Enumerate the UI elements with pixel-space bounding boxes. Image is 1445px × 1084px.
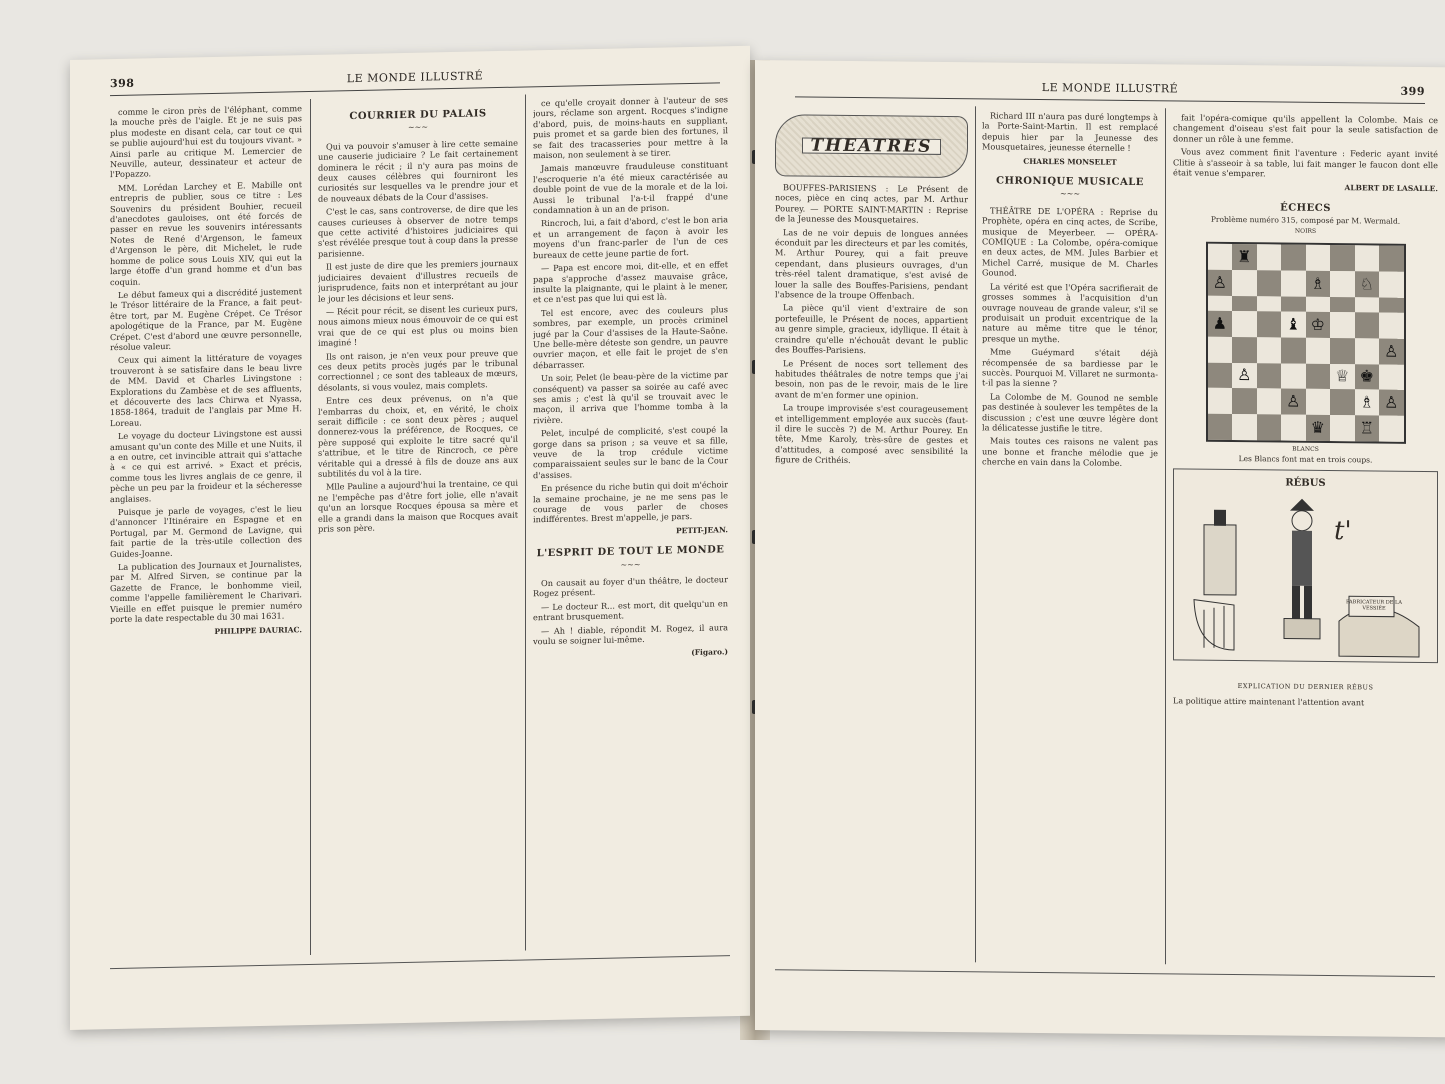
chess-square: [1355, 312, 1380, 338]
chess-board: [1206, 242, 1406, 444]
column-rule: [975, 106, 976, 962]
paragraph: Mais toutes ces raisons ne valent pas une bonne et franche mélodie que je cherche en vain dans la Colombe.: [982, 435, 1158, 469]
chess-square: [1379, 416, 1404, 442]
chess-square: [1281, 337, 1306, 363]
chess-square: [1379, 271, 1404, 297]
newspaper-spread: [40, 60, 1440, 1020]
chess-piece-square: ♙: [1208, 270, 1233, 296]
right-page: [755, 60, 1445, 1037]
paragraph: Pelet, inculpé de complicité, s'est coupé la gorge dans sa prison ; sa veuve et sa fille, veuve de la trop crédule victime comparaissaient seules sur le banc de la Cour d'assises.: [533, 424, 728, 481]
chess-square: [1330, 312, 1355, 338]
rebus-explanation-title: EXPLICATION DU DERNIER RÉBUS: [1237, 681, 1374, 692]
paragraph: La Colombe de M. Gounod ne semble pas destinée à soulever les tempêtes de la discussion ; c'est une œuvre légère dont la délicatesse justifie le titre.: [982, 391, 1158, 434]
chess-square: [1379, 364, 1404, 390]
chess-square: [1379, 297, 1404, 313]
rebus-illustration: [1173, 468, 1438, 663]
chess-square: [1232, 337, 1257, 363]
chess-square: [1330, 338, 1355, 364]
paragraph: Mme Guéymard s'était déjà récompensée de sa bardiesse par le succès. Pourquoi M. Villaret ne surmonta-t-il pas la sienne ?: [982, 346, 1158, 389]
paragraph: — Récit pour récit, se disent les curieux purs, nous aimons mieux nous émouvoir de ce qui est vrai que de ce qui est plus ou moins bien imaginé !: [318, 302, 518, 348]
page-title: LE MONDE ILLUSTRÉ: [346, 69, 484, 86]
column-theatres: [775, 108, 968, 942]
chess-problem-label: Problème numéro 315, composé par M. Wermald.: [1210, 215, 1401, 227]
chess-square: [1232, 311, 1257, 337]
column-rule: [525, 94, 526, 950]
chess-square: [1330, 245, 1355, 271]
source-credit: (Figaro.): [691, 646, 728, 657]
chess-square: [1281, 363, 1306, 389]
column-chronique-musicale: [982, 110, 1158, 944]
chess-square: [1281, 415, 1306, 441]
section-title: ÉCHECS: [1280, 202, 1331, 214]
chess-square: [1355, 338, 1380, 364]
paragraph: Qui va pouvoir s'amuser à lire cette semaine une causerie judiciaire ? Le fait certainement dominera le récit ; il n'y aura pas moins de deux causes célèbres qui fourniront les curiosités sur lesquelles va le prendre jour et de nouveaux débats de la Cour d'assises.: [318, 137, 518, 204]
chess-square: [1379, 246, 1404, 272]
page-header: [110, 64, 720, 96]
chess-square: [1208, 337, 1233, 363]
chess-piece-square: ♟: [1208, 311, 1233, 337]
author-signature: CHARLES MONSELET: [1023, 156, 1117, 167]
paragraph: Tel est encore, avec des couleurs plus sombres, par exemple, un procès criminel jugé par la Cour d'assises de la Haute-Saône. Une belle-mère déteste son gendre, un pauvre ouvrier maçon, et elle fait le projet de s'en débarrasser.: [533, 303, 728, 371]
chess-piece-square: ♜: [1232, 244, 1257, 270]
chess-square: [1330, 271, 1355, 297]
page-number: 399: [1400, 84, 1425, 99]
paragraph: La publication des Journaux et Journalistes, par M. Alfred Sirven, se continue par la Gazette de France, le bonhomme vieil, comme l'appelle familièrement le Charivari. Vieille en effet puisque le premier numéro porte la date respectable du 30 mai 1631.: [110, 558, 302, 625]
paragraph: BOUFFES-PARISIENS : Le Présent de noces, pièce en cinq actes, par M. Arthur Pourey. — PORTE SAINT-MARTIN : Reprise de la Jeunesse des Mousquetaires.: [775, 182, 968, 225]
chess-piece-square: ♙: [1281, 389, 1306, 415]
chess-square: [1232, 296, 1257, 312]
ornament: ~~~: [620, 559, 641, 570]
paragraph: Le Présent de noces sort tellement des habitudes théâtrales de notre temps que j'ai besoin, non pas de le revoir, mais de le lire avant de m'en former une opinion.: [775, 357, 968, 401]
chess-square: [1306, 296, 1331, 312]
paragraph: Jamais manœuvre frauduleuse constituant l'escroquerie n'a été mieux caractérisée au double point de vue de la morale et de la loi. Aussi le tribunal l'a-t-il frappé d'une condamnation à un an de prison.: [533, 159, 728, 216]
chess-square: [1330, 415, 1355, 441]
column-echecs-rebus: [1173, 112, 1438, 977]
theatres-banner: [775, 114, 968, 178]
ornament: ~~~: [1059, 189, 1081, 199]
chess-piece-square: ♙: [1379, 390, 1404, 416]
paragraph: fait l'opéra-comique qu'ils appellent la Colombe. Mais ce changement d'oiseau s'est fait pour la seule satisfaction de donner un rôle à une femme.: [1173, 112, 1438, 145]
paragraph: THÉÂTRE DE L'OPÉRA : Reprise du Prophète, opéra en cinq actes, de Scribe, musique de Meyerbeer. — OPÉRA-COMIQUE : La Colombe, opéra-comique en deux actes, de MM. Jules Barbier et Michel Carré, musique de M. Charles Gounod.: [982, 205, 1158, 279]
section-title: COURRIER DU PALAIS: [349, 108, 487, 123]
chess-piece-square: ♛: [1306, 415, 1331, 441]
chess-square: [1306, 389, 1331, 415]
paragraph: Vous avez comment finit l'aventure : Federic ayant invité Clitie à s'asseoir à sa table, lui fait manger le faucon dont elle était venue s'emparer.: [1173, 146, 1438, 179]
chess-square: [1379, 313, 1404, 339]
paragraph: On causait au foyer d'un théâtre, le docteur Rogez présent.: [533, 574, 728, 599]
chess-square: [1257, 311, 1282, 337]
paragraph: comme le ciron près de l'éléphant, comme la mouche près de l'aigle. Et je ne suis pas plus modeste en disant cela, car tout ce qui se publie aujourd'hui est du toujours vivant. » Ainsi parle au critique M. Lemercier de Neuville, auteur, dessinateur et acteur de l'Popazzo.: [110, 103, 302, 180]
chess-piece-square: ♔: [1306, 312, 1331, 338]
chess-square: [1257, 337, 1282, 363]
chess-square: [1281, 245, 1306, 271]
chess-piece-square: ♝: [1281, 312, 1306, 338]
rebus-sign-text: FABRICATEUR DE LA VESSIÉE: [1346, 599, 1402, 612]
column-rule: [1165, 108, 1166, 964]
page-header: [795, 78, 1425, 104]
chess-square: [1232, 270, 1257, 296]
paragraph: Ils ont raison, je n'en veux pour preuve que ces deux petits procès jugés par le tribunal correctionnel ; ce sont des tableaux de mœurs, désolants, si vous voulez, mais complets.: [318, 347, 518, 393]
chess-square: [1208, 244, 1233, 270]
chess-piece-square: ♗: [1306, 271, 1331, 297]
chess-piece-square: ♙: [1379, 338, 1404, 364]
page-number: 398: [110, 76, 135, 91]
chess-square: [1208, 414, 1233, 440]
paragraph: Entre ces deux prévenus, on n'a que l'embarras du choix, et, en vérité, le choix serait difficile : ce sont deux pères ; auquel donnerez-vous la préférence, de Rocques, ce père supposé qui exploite le titre sacré qu'il s'attribue, et le titre de Rincroch, ce père véritable qui a dressé à fils de douze ans aux subtilités du vol à la tire.: [318, 391, 518, 479]
paragraph: La pièce qu'il vient d'extraire de son portefeuille, le Présent de noces, appartient au genre simple, gracieux, idyllique. Il était à craindre qu'elle n'échouât devant le public des Bouffes-Parisiens.: [775, 302, 968, 356]
paragraph: — Ah ! diable, répondit M. Rogez, il aura voulu se soigner lui-même.: [533, 621, 728, 647]
chess-square: [1281, 296, 1306, 312]
paragraph: La vérité est que l'Opéra sacrifierait de grosses sommes à l'acquisition d'un ouvrage nouveau de grande valeur, s'il se produisait un produit excentrique de la nature au même titre que le ténor, presque un mythe.: [982, 281, 1158, 344]
section-title: L'ESPRIT DE TOUT LE MONDE: [536, 544, 725, 560]
column-courrier-continued: [533, 94, 728, 930]
chess-square: [1306, 338, 1331, 364]
author-signature: ALBERT DE LASALLE.: [1344, 183, 1438, 194]
paragraph: Las de ne voir depuis de longues années éconduit par les directeurs et par les comités, M. Arthur Pourey, qui a fait preuve cependant, dans plusieurs ouvrages, d'un très-réel talent dramatique, s'est avisé de louer la salle des Bouffes-Parisiens, pendant l'absence de la troupe Offenbach.: [775, 226, 968, 301]
paragraph: Il est juste de dire que les premiers journaux judiciaires devaient d'illustres recueils de jurisprudence, faits non et interprétant au jour le jour les décisions et leur sens.: [318, 257, 518, 304]
chess-square: [1281, 270, 1306, 296]
paragraph: Le voyage du docteur Livingstone est aussi amusant qu'un conte des Mille et une Nuits, il a en outre, cet invincible attrait qui s'attache à « ce qui est arrivé. » Exact et précis, comme tous les livres anglais de ce genre, il pèche un peu par la froideur et la sécheresse anglaises.: [110, 427, 302, 504]
chess-square: [1208, 388, 1233, 414]
paragraph: C'est le cas, sans controverse, de dire que les causes curieuses à observer de notre temps que cette activité d'histoires judiciaires qui s'est révélée presque tout à coup dans la presse parisienne.: [318, 202, 518, 259]
chess-square: [1257, 363, 1282, 389]
paragraph: — Le docteur R... est mort, dit quelqu'un en entrant brusquement.: [533, 598, 728, 623]
author-signature: PETIT-JEAN.: [676, 525, 728, 536]
chess-square: [1208, 362, 1233, 388]
paragraph: — Papa est encore moi, dit-elle, et en effet papa s'approche d'assez mauvaise grâce, insulte la plaignante, qui le plaint à le mener, et ce n'est pas que lui qui est là.: [533, 259, 728, 305]
chess-square: [1257, 389, 1282, 415]
chess-piece-square: ♕: [1330, 364, 1355, 390]
chess-top-label: NOIRS: [1294, 227, 1317, 235]
ornament: ~~~: [407, 122, 429, 133]
chess-square: [1355, 245, 1380, 271]
footer-rule: [110, 955, 730, 969]
paragraph: En présence du riche butin qui doit m'échoir la semaine prochaine, je ne me sens pas le courage de vous parler de choses indifférentes. Brest m'appelle, je pars.: [533, 479, 728, 525]
banner-title: THEATRES: [802, 137, 942, 155]
rebus-answer: La politique attire maintenant l'attention avant: [1173, 696, 1365, 708]
column-literary: [110, 103, 302, 939]
chess-bottom-label: BLANCS: [1292, 445, 1319, 453]
chess-square: [1355, 297, 1380, 313]
paragraph: Le début fameux qui a discrédité justement le Trésor littéraire de la France, a fait peut-être tort, par M. Eugène Crépet. Ce Trésor apologétique de la France, par M. Eugène Crépet. C'est d'abord une œuvre personnelle, résolue valeur.: [110, 286, 302, 353]
paragraph: Un soir, Pelet (le beau-père de la victime par conséquent) va passer sa soirée au café avec ses amis ; c'est là qu'il se trouvait avec le maçon, il arriva que l'homme tomba à la rivière.: [533, 369, 728, 426]
chess-square: [1232, 414, 1257, 440]
rebus-letter: t': [1334, 515, 1352, 547]
paragraph: Mlle Pauline a aujourd'hui la trentaine, ce qui ne l'empêche pas d'être fort jolie, elle n'avait qu'un an lorsque Rocques épousa sa mère et elle a grandi dans la maison que Rocques avait pris son père.: [318, 478, 518, 534]
chess-square: [1232, 388, 1257, 414]
section-title: CHRONIQUE MUSICALE: [996, 175, 1144, 189]
chess-piece-square: ♘: [1355, 271, 1380, 297]
chess-piece-square: ♗: [1355, 390, 1380, 416]
chess-square: [1306, 363, 1331, 389]
paragraph: Ceux qui aiment la littérature de voyages trouveront à se satisfaire dans le beau livre de MM. David et Charles Livingstone : Explorations du Zambèse et de ses affluents, et découverte des lacs Chirwa et Nyassa, 1858-1864, traduit de l'anglais par Mme H. Loreau.: [110, 351, 302, 428]
chess-square: [1257, 415, 1282, 441]
page-title: LE MONDE ILLUSTRÉ: [1041, 81, 1179, 96]
column-courrier-palais: [318, 99, 518, 935]
rebus-title: RÉBUS: [1285, 477, 1326, 489]
paragraph: La troupe improvisée s'est courageusement et intelligemment employée aux succès (faut-il dire le succès ?) de M. Arthur Pourey. En tête, Mme Karoly, très-sûre de gestes et d'attitudes, a composé avec sensibilité la figure de Crithéis.: [775, 402, 968, 466]
author-signature: PHILIPPE DAURIAC.: [214, 624, 302, 636]
paragraph: Richard III n'aura pas duré longtemps à la Porte-Saint-Martin. Il est remplacé depuis hier par la Jeunesse des Mousquetaires, jeunesse éternelle !: [982, 110, 1158, 154]
chess-square: [1330, 297, 1355, 313]
chess-square: [1257, 270, 1282, 296]
paragraph: Rincroch, lui, a fait d'abord, c'est le bon aria et un arrangement de façon à avoir les moyens d'un franc-parler de l'un de ces bureaux de cette jeune partie de fort.: [533, 214, 728, 260]
chess-caption: Les Blancs font mat en trois coups.: [1238, 454, 1373, 465]
chess-square: [1257, 296, 1282, 312]
column-rule: [310, 99, 311, 955]
chess-piece-square: ♙: [1232, 363, 1257, 389]
chess-square: [1306, 245, 1331, 271]
chess-piece-square: ♚: [1355, 364, 1380, 390]
rebus-drawing: [1174, 469, 1437, 660]
chess-square: [1208, 295, 1233, 311]
left-page: [70, 46, 750, 1030]
chess-piece-square: ♖: [1355, 416, 1380, 442]
paragraph: Puisque je parle de voyages, c'est le lieu d'annoncer l'Itinéraire en Espagne et en Portugal, par M. Germond de Lavigne, qui fait partie de la très-utile collection des Guides-Joanne.: [110, 503, 302, 559]
paragraph: ce qu'elle croyait donner à l'auteur de ses jours, réclame son argent. Rocques s'indigne d'abord, puis, de moins-hauts en suppliant, puis promet et sa garde bien des fortunes, il se fait des tracasseries pour mettre à la maison, non seulement à se tirer.: [533, 94, 728, 161]
chess-square: [1257, 244, 1282, 270]
paragraph: MM. Lorédan Larchey et E. Mabille ont entrepris de publier, sous ce titre : Les Souvenirs du président Bouhier, recueil d'anecdotes gauloises, ont été forcés de passer en revue les souvenirs intéressants Notes de René d'Argenson, le fameux d'Argenson le père, dit Michelet, le rude homme de police sous Louis XIV, qui eut la large étoffe d'un grand homme et d'un bas coquin.: [110, 178, 302, 287]
chess-square: [1330, 389, 1355, 415]
